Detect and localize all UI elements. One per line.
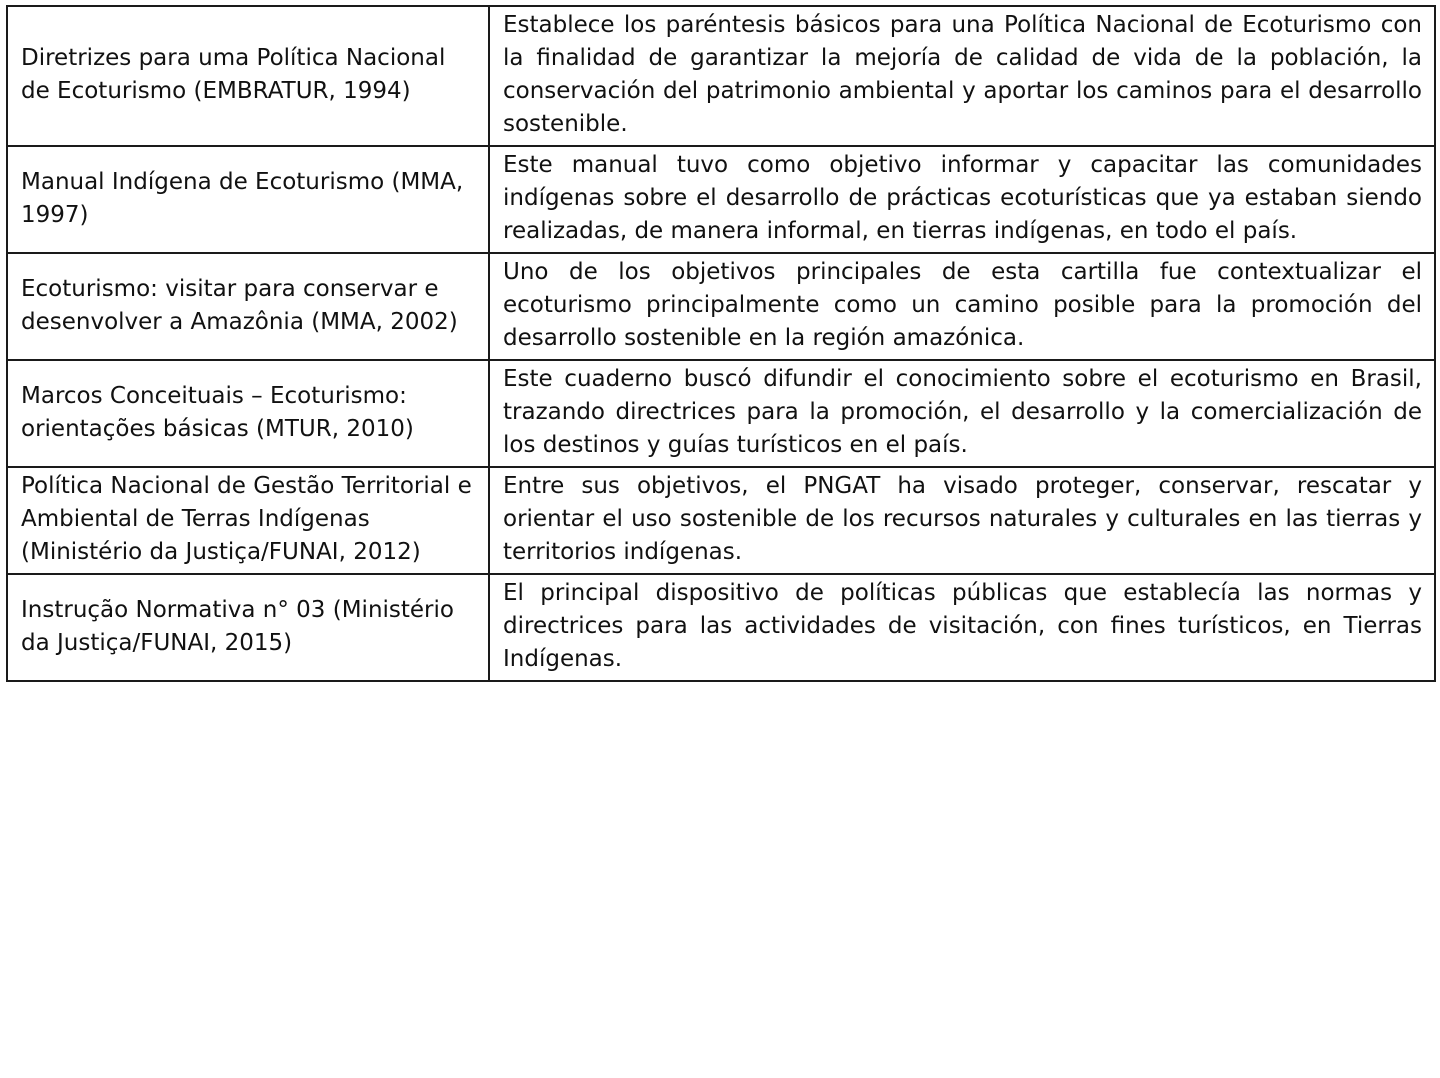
table-row <box>7 253 1435 360</box>
description-cell: Este manual tuvo como objetivo informar y capacitar las comunidades indígenas sobre el desarrollo de prácticas ecoturísticas que ya estaban siendo realizadas, de manera informal, en tierras indígenas, en todo el país. <box>489 146 1435 253</box>
description-cell: Establece los paréntesis básicos para una Política Nacional de Ecoturismo con la finalidad de garantizar la mejoría de calidad de vida de la población, la conservación del patrimonio ambiental y aportar los caminos para el desarrollo sostenible. <box>489 6 1435 146</box>
document-cell: Ecoturismo: visitar para conservar e desenvolver a Amazônia (MMA, 2002) <box>7 253 489 360</box>
table-row <box>7 146 1435 253</box>
document-cell: Política Nacional de Gestão Territorial e Ambiental de Terras Indígenas (Ministério da Justiça/FUNAI, 2012) <box>7 467 489 574</box>
document-cell: Marcos Conceituais – Ecoturismo: orientações básicas (MTUR, 2010) <box>7 360 489 467</box>
document-cell: Instrução Normativa n° 03 (Ministério da Justiça/FUNAI, 2015) <box>7 574 489 681</box>
description-cell: Este cuaderno buscó difundir el conocimiento sobre el ecoturismo en Brasil, trazando directrices para la promoción, el desarrollo y la comercialización de los destinos y guías turísticos en el país. <box>489 360 1435 467</box>
table-row <box>7 6 1435 146</box>
description-cell: Uno de los objetivos principales de esta cartilla fue contextualizar el ecoturismo principalmente como un camino posible para la promoción del desarrollo sostenible en la región amazónica. <box>489 253 1435 360</box>
table-row <box>7 467 1435 574</box>
description-cell: Entre sus objetivos, el PNGAT ha visado proteger, conservar, rescatar y orientar el uso sostenible de los recursos naturales y culturales en las tierras y territorios indígenas. <box>489 467 1435 574</box>
document-cell: Diretrizes para uma Política Nacional de Ecoturismo (EMBRATUR, 1994) <box>7 6 489 146</box>
table-row <box>7 360 1435 467</box>
policy-documents-table <box>6 5 1436 682</box>
description-cell: El principal dispositivo de políticas públicas que establecía las normas y directrices para las actividades de visitación, con fines turísticos, en Tierras Indígenas. <box>489 574 1435 681</box>
table-row <box>7 574 1435 681</box>
document-cell: Manual Indígena de Ecoturismo (MMA, 1997) <box>7 146 489 253</box>
